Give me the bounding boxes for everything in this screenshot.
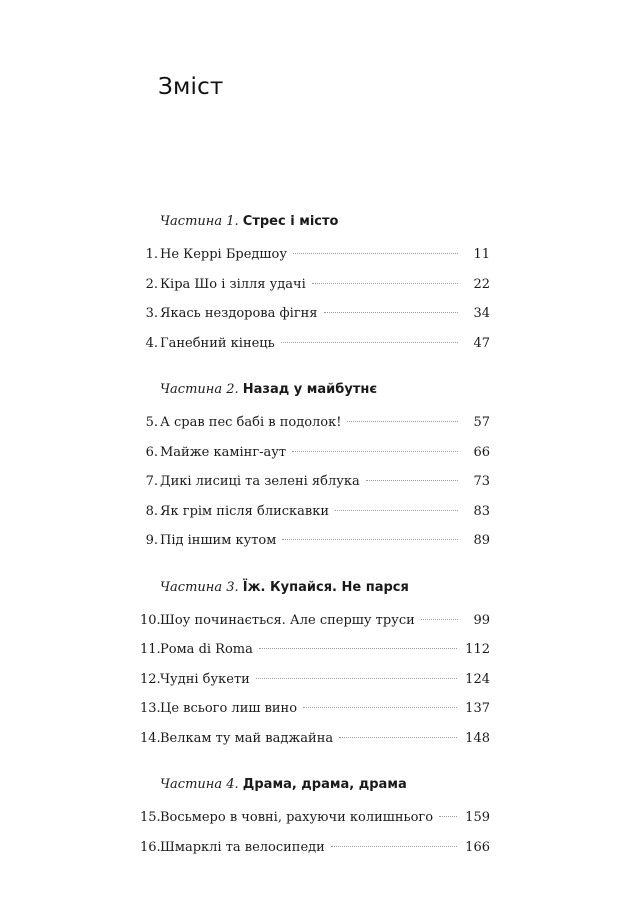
toc-part-2 [140,378,490,556]
page-number: 148 [465,730,490,746]
toc-entry[interactable] [140,270,490,300]
chapter-number: 8. [145,503,158,519]
toc-entry[interactable] [140,329,490,359]
chapter-number: 12. [140,671,161,687]
page-number: 83 [473,503,490,519]
dot-leader [259,648,457,649]
chapter-title: Під іншим кутом [160,533,277,548]
chapter-number: 7. [145,474,158,489]
dot-leader [303,707,457,708]
page-number: 57 [473,415,490,430]
page-number: 73 [473,474,490,489]
chapter-title: Як грім після блискавки [160,503,329,519]
toc-entry[interactable] [140,497,490,527]
chapter-title: Кіра Шо і зілля удачі [160,276,306,292]
dot-leader [293,253,458,254]
chapter-title: А срав пес бабі в подолок! [160,415,342,430]
toc-entry[interactable] [140,438,490,468]
toc-entry[interactable] [140,299,490,329]
chapter-number: 4. [145,335,158,351]
chapter-title: Шоу починається. Але спершу труси [160,612,415,628]
chapter-title: Велкам ту май ваджайна [160,730,334,746]
page-number: 99 [473,612,490,628]
chapter-number: 10. [140,612,161,628]
chapter-number: 1. [145,247,158,262]
chapter-title: Чудні букети [160,671,250,687]
page-number: 47 [473,335,490,351]
page-number: 11 [473,247,490,262]
part-label: Частина 1. [160,214,239,229]
chapter-number: 16. [140,839,161,855]
dot-leader [347,421,458,422]
page-number: 66 [473,444,490,460]
chapter-title: Рома di Roma [160,642,253,657]
chapter-title: Дикі лисиці та зелені яблука [160,474,360,489]
part-heading [140,576,490,600]
dot-leader [335,510,458,511]
page-number: 159 [465,810,490,825]
part-title: Назад у майбутнє [242,382,378,397]
dot-leader [282,539,458,540]
dot-leader [339,737,457,738]
chapter-title: Якась нездорова фігня [160,306,318,321]
chapter-number: 9. [145,533,158,548]
toc-entry[interactable] [140,526,490,556]
chapter-number: 2. [145,276,158,292]
toc-entry[interactable] [140,408,490,438]
toc-part-4 [140,773,490,862]
toc-part-1 [140,210,490,358]
toc-entry[interactable] [140,240,490,270]
toc-entry[interactable] [140,635,490,665]
chapter-title: Майже камінг-аут [160,444,287,460]
page-number: 34 [473,306,490,321]
page-title: Зміст [158,74,224,100]
dot-leader [331,846,457,847]
toc-entry[interactable] [140,665,490,695]
part-heading [140,378,490,402]
chapter-title: Ганебний кінець [160,335,275,351]
part-title: Драма, драма, драма [242,777,407,792]
dot-leader [439,816,457,817]
chapter-number: 11. [140,642,161,657]
part-label: Частина 3. [160,579,239,595]
dot-leader [281,342,458,343]
chapter-number: 15. [140,810,161,825]
toc-entry[interactable] [140,803,490,833]
part-title: Їж. Купайся. Не парся [242,579,409,595]
page-number: 166 [465,839,490,855]
toc-part-3 [140,576,490,754]
table-of-contents [140,210,490,862]
dot-leader [292,451,458,452]
dot-leader [366,480,458,481]
chapter-number: 3. [145,306,158,321]
chapter-title: Це всього лиш вино [160,701,298,716]
page-number: 89 [473,533,490,548]
dot-leader [421,619,458,620]
chapter-title: Не Керрі Бредшоу [160,247,287,262]
part-label: Частина 2. [160,382,239,397]
page-number: 22 [473,276,490,292]
chapter-number: 13. [140,701,161,716]
chapter-title: Восьмеро в човні, рахуючи колишнього [160,810,434,825]
part-title: Стрес і місто [242,214,339,229]
page-number: 137 [465,701,490,716]
part-label: Частина 4. [160,777,239,792]
toc-entry[interactable] [140,724,490,754]
part-heading [140,773,490,797]
chapter-number: 5. [145,415,158,430]
toc-entry[interactable] [140,606,490,636]
toc-entry[interactable] [140,467,490,497]
toc-entry[interactable] [140,694,490,724]
part-heading [140,210,490,234]
chapter-number: 14. [140,730,161,746]
page-number: 112 [465,642,490,657]
page-number: 124 [465,671,490,687]
dot-leader [312,283,458,284]
chapter-title: Шмарклі та велосипеди [160,839,325,855]
toc-entry[interactable] [140,833,490,863]
dot-leader [256,678,457,679]
chapter-number: 6. [145,444,158,460]
dot-leader [324,312,458,313]
